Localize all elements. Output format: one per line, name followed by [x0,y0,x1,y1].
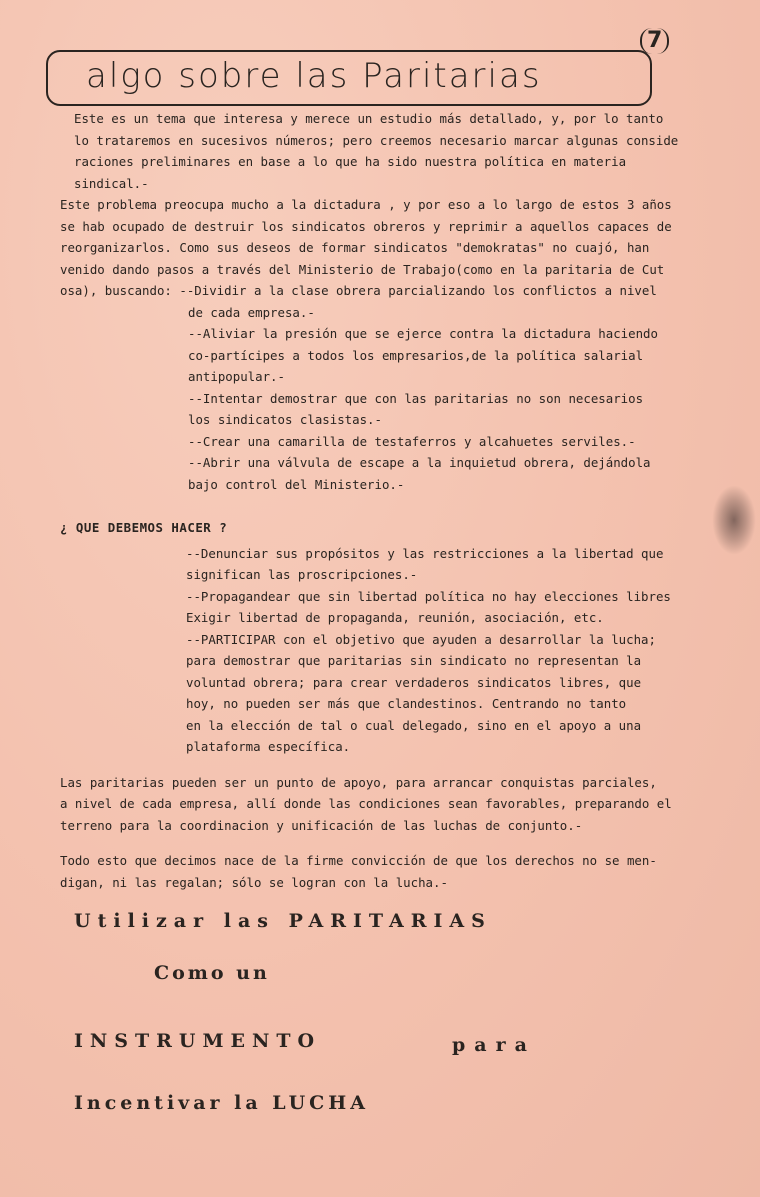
dictatorship-paragraph [60,194,700,302]
slogan-line-2: Como un [154,962,270,984]
intro-paragraph [60,108,700,194]
actions-list [186,543,700,758]
text-line: Este problema preocupa mucho a la dictadura , y por eso a lo largo de estos 3 años [60,197,672,212]
list-line: --Propagandear que sin libertad política no hay elecciones libres [186,588,671,604]
list-line: plataforma específica. [186,739,351,754]
section-heading: ¿ QUE DEBEMOS HACER ? [60,520,228,535]
slogan-line-4: Incentivar la LUCHA [74,1092,369,1114]
text-line: reorganizarlos. Como sus deseos de formar sindicatos "demokratas" no cuajó, han [60,240,650,255]
list-line: significan las proscripciones.- [186,567,418,582]
list-line: --PARTICIPAR con el objetivo que ayuden a desarrollar la lucha; [186,631,656,647]
document-title: algo sobre las Paritarias [86,56,542,96]
list-line: bajo control del Ministerio.- [188,476,405,492]
list-line: --Abrir una válvula de escape a la inquietud obrera, dejándola [188,455,651,470]
list-line: --Intentar demostrar que con las paritarias no son necesarios [188,390,644,406]
list-line: para demostrar que paritarias sin sindicato no representan la [186,653,642,668]
text-line: osa), buscando: --Dividir a la clase obrera parcializando los conflictos a nivel [60,283,657,298]
text-line: lo trataremos en sucesivos números; pero creemos necesario marcar algunas conside [74,132,679,148]
title-box [46,50,652,106]
text-line: terreno para la coordinacion y unificación de las luchas de conjunto.- [60,817,583,833]
list-line: voluntad obrera; para crear verdaderos sindicatos libres, que [186,674,642,690]
list-line: antipopular.- [188,369,285,384]
list-line: de cada empresa.- [188,304,315,320]
document-body [60,108,700,893]
text-line: digan, ni las regalan; sólo se logran con la lucha.- [60,874,448,890]
list-line: los sindicatos clasistas.- [188,412,382,427]
paritarias-paragraph [60,772,700,837]
ink-smudge [712,485,756,555]
list-line: --Denunciar sus propósitos y las restricciones a la libertad que [186,545,664,561]
conviction-paragraph [60,850,700,893]
text-line: raciones preliminares en base a lo que ha sido nuestra política en materia [74,154,627,169]
list-line: hoy, no pueden ser más que clandestinos. Centrando no tanto [186,696,627,711]
objectives-list [188,302,700,496]
text-line: se hab ocupado de destruir los sindicatos obreros y reprimir a aquellos capaces de [60,218,672,234]
slogan-line-3-para: para [452,1034,536,1056]
slogan-line-3: INSTRUMENTO [74,1030,322,1052]
text-line: Este es un tema que interesa y merece un estudio más detallado, y, por lo tanto [74,111,664,126]
list-line: co-partícipes a todos los empresarios,de la política salarial [188,347,644,363]
text-line: Las paritarias pueden ser un punto de apoyo, para arrancar conquistas parciales, [60,774,657,790]
text-line: sindical.- [74,175,149,191]
text-line: Todo esto que decimos nace de la firme convicción de que los derechos no se men- [60,853,657,868]
list-line: Exigir libertad de propaganda, reunión, asociación, etc. [186,610,604,625]
text-line: a nivel de cada empresa, allí donde las condiciones sean favorables, preparando el [60,796,672,811]
list-line: en la elección de tal o cual delegado, sino en el apoyo a una [186,717,642,733]
list-line: --Crear una camarilla de testaferros y alcahuetes serviles.- [188,433,636,449]
text-line: venido dando pasos a través del Ministerio de Trabajo(como en la paritaria de Cut [60,261,665,277]
page-number: 7 [640,28,669,54]
list-line: --Aliviar la presión que se ejerce contra la dictadura haciendo [188,326,658,341]
slogan-line-1: Utilizar las PARITARIAS [74,910,492,932]
